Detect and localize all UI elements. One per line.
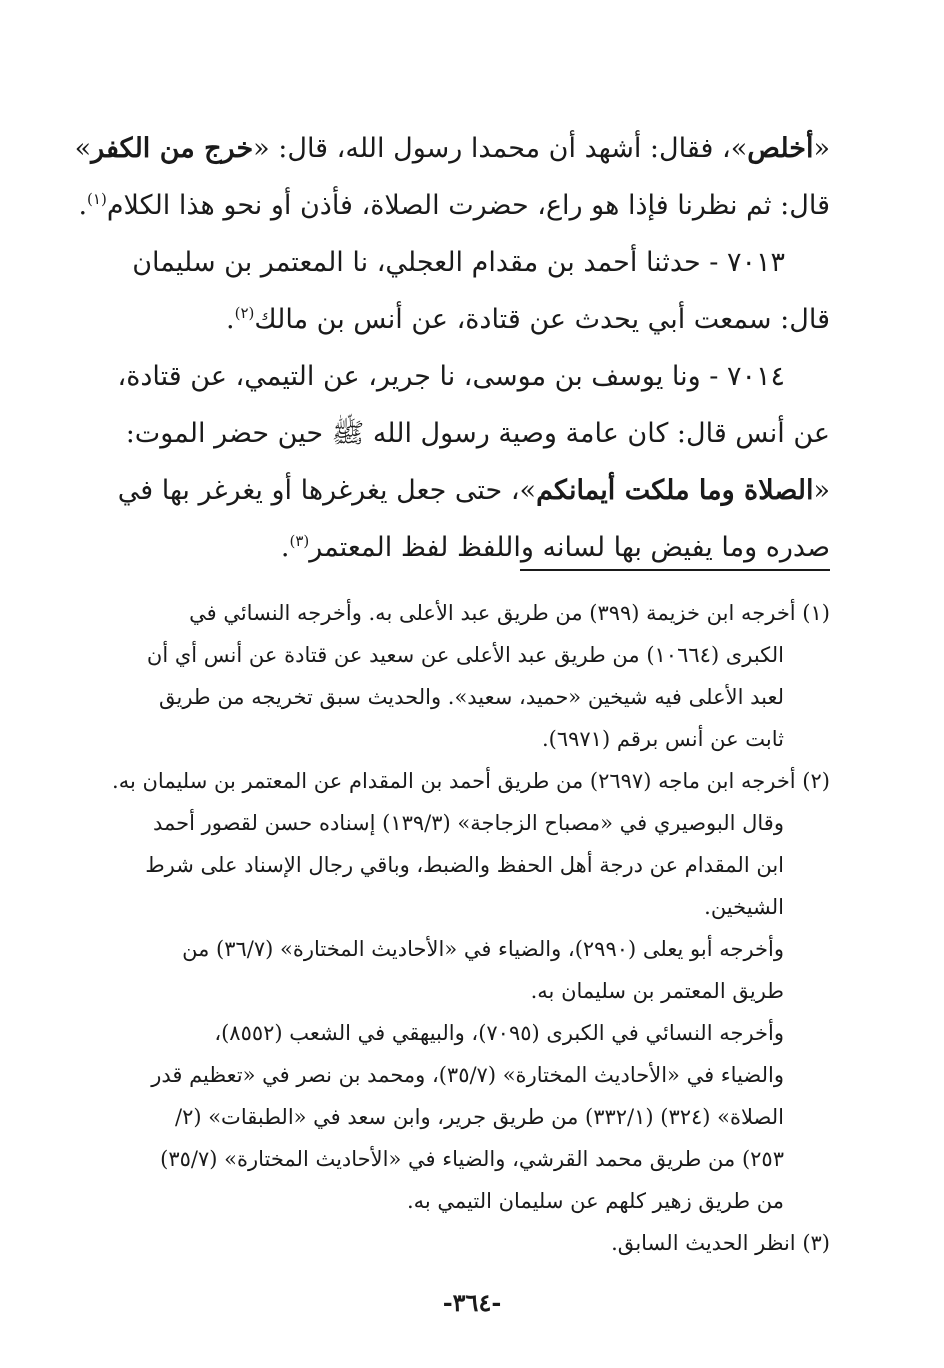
footnote-line: من طريق زهير كلهم عن سليمان التيمي به. — [406, 1189, 784, 1213]
page-number: -٣٦٤- — [442, 1288, 502, 1317]
footnote-line: وقال البوصيري في «مصباح الزجاجة» (١٣٩/٣) إسناده حسن لقصور أحمد — [153, 811, 784, 835]
footnote-ref-2: (٢) — [234, 304, 255, 322]
footnote-line: ابن المقدام عن درجة أهل الحفظ والضبط، وباقي رجال الإسناد على شرط — [145, 853, 784, 877]
footnote-line: والضياء في «الأحاديث المختارة» (٣٥/٧)، ومحمد بن نصر في «تعظيم قدر — [151, 1063, 784, 1087]
bold-quote-3: الصلاة وما ملكت أيمانكم — [536, 475, 814, 506]
footnote-line: الشيخين. — [704, 895, 784, 919]
footnote-line: وأخرجه النسائي في الكبرى (٧٠٩٥)، والبيهقي في الشعب (٨٥٥٢)، — [214, 1021, 784, 1045]
body-line-2: قال: ثم نظرنا فإذا هو راع، حضرت الصلاة، فأذن أو نحو هذا الكلام$^{(١)}$. — [78, 190, 830, 221]
body-line-4: قال: سمعت أبي يحدث عن قتادة، عن أنس بن مالك$^{(٢)}$. — [226, 304, 830, 335]
bold-quote-1: أخلص — [747, 133, 814, 164]
footnote-3: (٣) انظر الحديث السابق. — [611, 1231, 830, 1255]
footnote-2: (٢) أخرجه ابن ماجه (٢٦٩٧) من طريق أحمد بن المقدام عن المعتمر بن سليمان به. — [112, 769, 830, 793]
footnote-line: لعبد الأعلى فيه شيخين «حميد، سعيد». والحديث سبق تخريجه من طريق — [158, 685, 784, 709]
footnote-line: الكبرى (١٠٦٦٤) من طريق عبد الأعلى عن سعيد عن قتادة عن أنس أي أن — [146, 643, 784, 667]
footnote-line: الصلاة» (٣٢٤) (٣٣٢/١) من طريق جرير، وابن سعد في «الطبقات» (٢/ — [174, 1105, 784, 1129]
footnote-line: ثابت عن أنس برقم (٦٩٧١). — [541, 727, 784, 751]
bold-quote-2: خرج من الكفر — [91, 133, 254, 164]
footnotes — [112, 592, 830, 1264]
body-line-7: «الصلاة وما ملكت أيمانكم»، حتى جعل يغرغرها أو يغرغر بها في — [117, 475, 830, 506]
body-line-1: «أخلص»، فقال: أشهد أن محمدا رسول الله، قال: «خرج من الكفر» — [74, 133, 830, 164]
footnote-ref-3: (٣) — [289, 532, 310, 550]
footnote-line: طريق المعتمر بن سليمان به. — [530, 979, 784, 1003]
footnote-line: وأخرجه أبو يعلى (٢٩٩٠)، والضياء في «الأحاديث المختارة» (٣٦/٧) من — [182, 937, 784, 961]
footnote-ref-1: (١) — [87, 190, 107, 208]
footnote-1: (١) أخرجه ابن خزيمة (٣٩٩) من طريق عبد الأعلى به. وأخرجه النسائي في — [189, 601, 830, 625]
main-text — [74, 120, 830, 576]
body-line-6: عن أنس قال: كان عامة وصية رسول الله ﷺ حين حضر الموت: — [125, 418, 830, 449]
footnote-line: ٢٥٣) من طريق محمد القرشي، والضياء في «الأحاديث المختارة» (٣٥/٧) — [160, 1147, 784, 1171]
body-line-8: صدره وما يفيض بها لسانه واللفظ لفظ المعتمر$^{(٣)}$. — [280, 532, 830, 563]
footnote-divider — [520, 569, 830, 571]
hadith-7013: ٧٠١٣ - حدثنا أحمد بن مقدام العجلي، نا المعتمر بن سليمان — [132, 247, 785, 278]
hadith-7014: ٧٠١٤ - ونا يوسف بن موسى، نا جرير، عن التيمي، عن قتادة، — [117, 361, 785, 392]
